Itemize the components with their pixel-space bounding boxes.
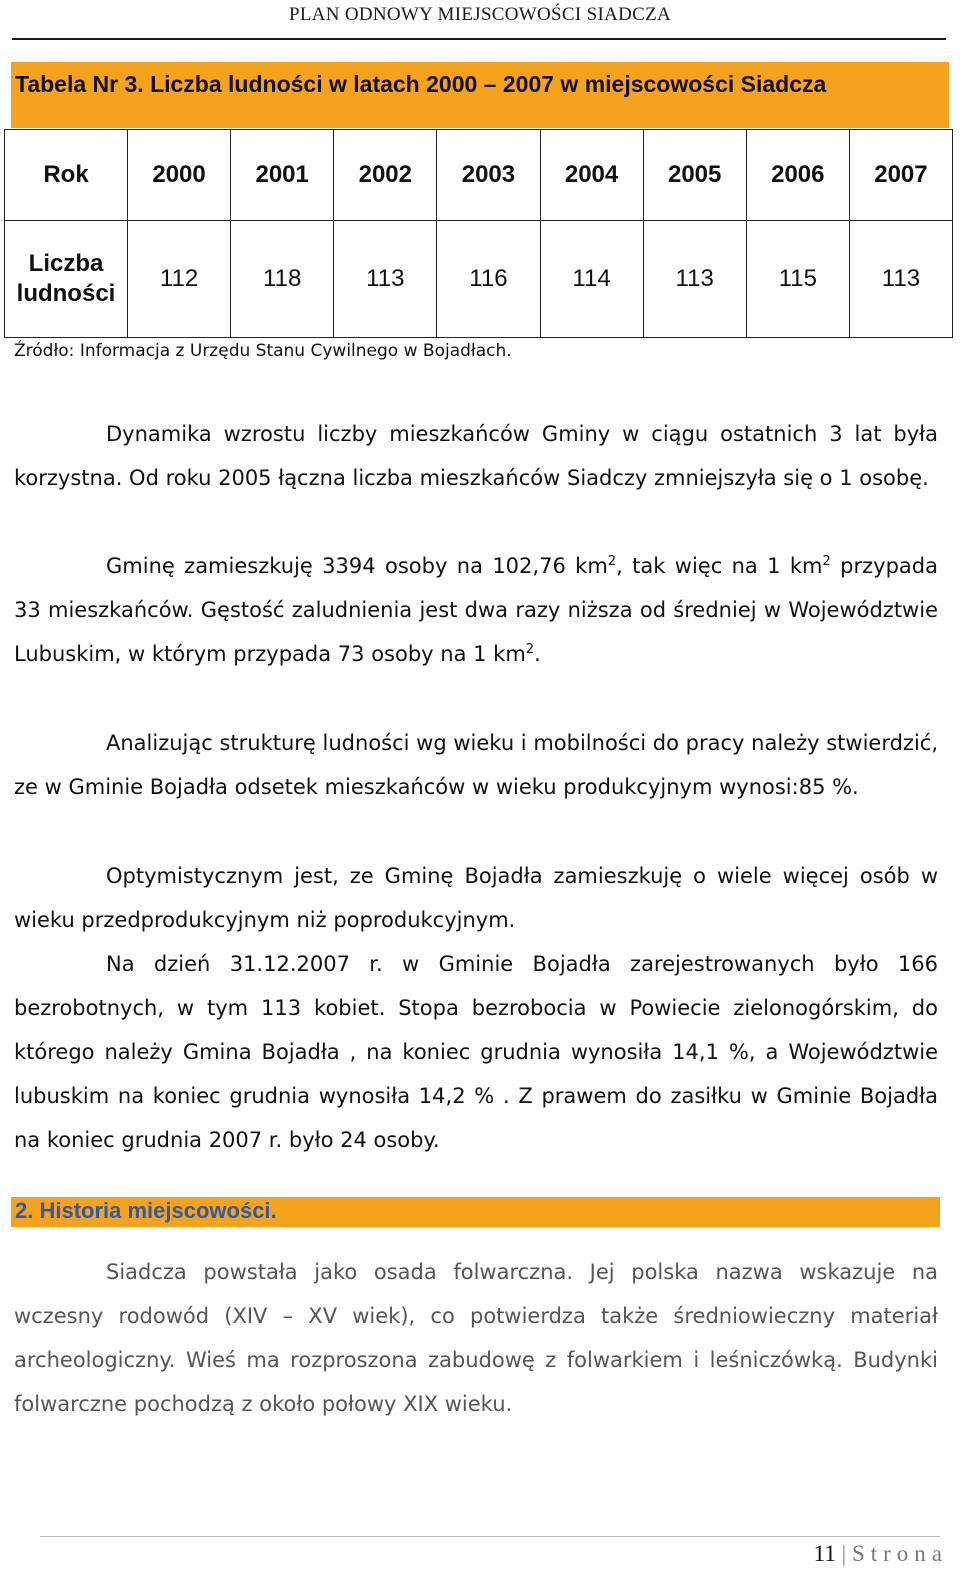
table-source: Źródło: Informacja z Urzędu Stanu Cywilnego w Bojadłach.: [14, 341, 512, 361]
paragraph-unemployment-text: Na dzień 31.12.2007 r. w Gminie Bojadła zarejestrowanych było 166 bezrobotnych, w tym 113 kobiet. Stopa bezrobocia w Powiecie zielonogórskim, do którego należy Gmina Bojadła , na koniec grudnia wynosiła 14,1 %, a Województwie lubuskim na koniec grudnia wynosiła 14,2 % . Z prawem do zasiłku w Gminie Bojadła na koniec grudnia 2007 r. było 24 osoby.: [14, 952, 938, 1152]
count-cell: 114: [540, 221, 643, 338]
header-rule: [12, 38, 946, 40]
superscript: 2: [525, 642, 535, 657]
footer-rule: [40, 1536, 940, 1537]
page-number: 11: [813, 1541, 836, 1566]
row-label-year: Rok: [5, 130, 128, 221]
table-row-counts: [5, 221, 953, 338]
section-heading-history: 2. Historia miejscowości.: [11, 1197, 940, 1227]
paragraph-optimistic: [14, 854, 938, 942]
count-cell: 112: [128, 221, 231, 338]
year-cell: 2000: [128, 130, 231, 221]
paragraph-history: [14, 1250, 938, 1426]
footer-label: Strona: [851, 1541, 948, 1566]
count-cell: 115: [746, 221, 849, 338]
year-cell: 2002: [334, 130, 437, 221]
year-cell: 2006: [746, 130, 849, 221]
count-cell: 116: [437, 221, 540, 338]
density-text-c: przypada 33 mieszkańców. Gęstość zaludnienia jest dwa razy niższa od średniej w Województwie Lubuskim, w którym przypada 73 osoby na 1 km: [14, 554, 938, 666]
table-title: Tabela Nr 3. Liczba ludności w latach 2000 – 2007 w miejscowości Siadcza: [11, 62, 949, 128]
density-text-d: .: [534, 642, 541, 666]
paragraph-dynamics-text: Dynamika wzrostu liczby mieszkańców Gminy w ciągu ostatnich 3 lat była korzystna. Od roku 2005 łączna liczba mieszkańców Siadczy zmniejszyła się o 1 osobę.: [14, 422, 938, 490]
paragraph-optimistic-text: Optymistycznym jest, ze Gminę Bojadła zamieszkuję o wiele więcej osób w wieku przedprodukcyjnym niż poprodukcyjnym.: [14, 864, 938, 932]
count-cell: 118: [231, 221, 334, 338]
paragraph-age-structure: [14, 721, 938, 809]
row-label-count-line2: ludności: [16, 280, 116, 307]
year-cell: 2004: [540, 130, 643, 221]
row-label-count-line1: Liczba: [28, 250, 104, 277]
footer-separator: |: [841, 1541, 847, 1566]
count-cell: 113: [334, 221, 437, 338]
paragraph-age-structure-text: Analizując strukturę ludności wg wieku i mobilności do pracy należy stwierdzić, ze w Gminie Bojadła odsetek mieszkańców w wieku produkcyjnym wynosi:85 %.: [14, 731, 938, 799]
count-cell: 113: [643, 221, 746, 338]
paragraph-unemployment: [14, 942, 938, 1162]
year-cell: 2001: [231, 130, 334, 221]
count-cell: 113: [849, 221, 952, 338]
year-cell: 2007: [849, 130, 952, 221]
superscript: 2: [822, 554, 831, 569]
paragraph-history-text: Siadcza powstała jako osada folwarczna. Jej polska nazwa wskazuje na wczesny rodowód (XIV – XV wiek), co potwierdza także średniowieczny materiał archeologiczny. Wieś ma rozproszona zabudowę z folwarkiem i leśniczówką. Budynki folwarczne pochodzą z około połowy XIX wieku.: [14, 1260, 938, 1416]
row-label-count: [5, 221, 128, 338]
population-table: [4, 129, 953, 338]
page-footer: [814, 1541, 948, 1567]
table-row-years: [5, 130, 953, 221]
density-text-a: Gminę zamieszkuję 3394 osoby na 102,76 km: [106, 554, 608, 578]
year-cell: 2005: [643, 130, 746, 221]
superscript: 2: [607, 554, 617, 569]
year-cell: 2003: [437, 130, 540, 221]
paragraph-density: [14, 544, 938, 676]
paragraph-dynamics: [14, 412, 938, 500]
running-header: PLAN ODNOWY MIEJSCOWOŚCI SIADCZA: [288, 4, 672, 25]
density-text-b: , tak więc na 1 km: [616, 554, 823, 578]
